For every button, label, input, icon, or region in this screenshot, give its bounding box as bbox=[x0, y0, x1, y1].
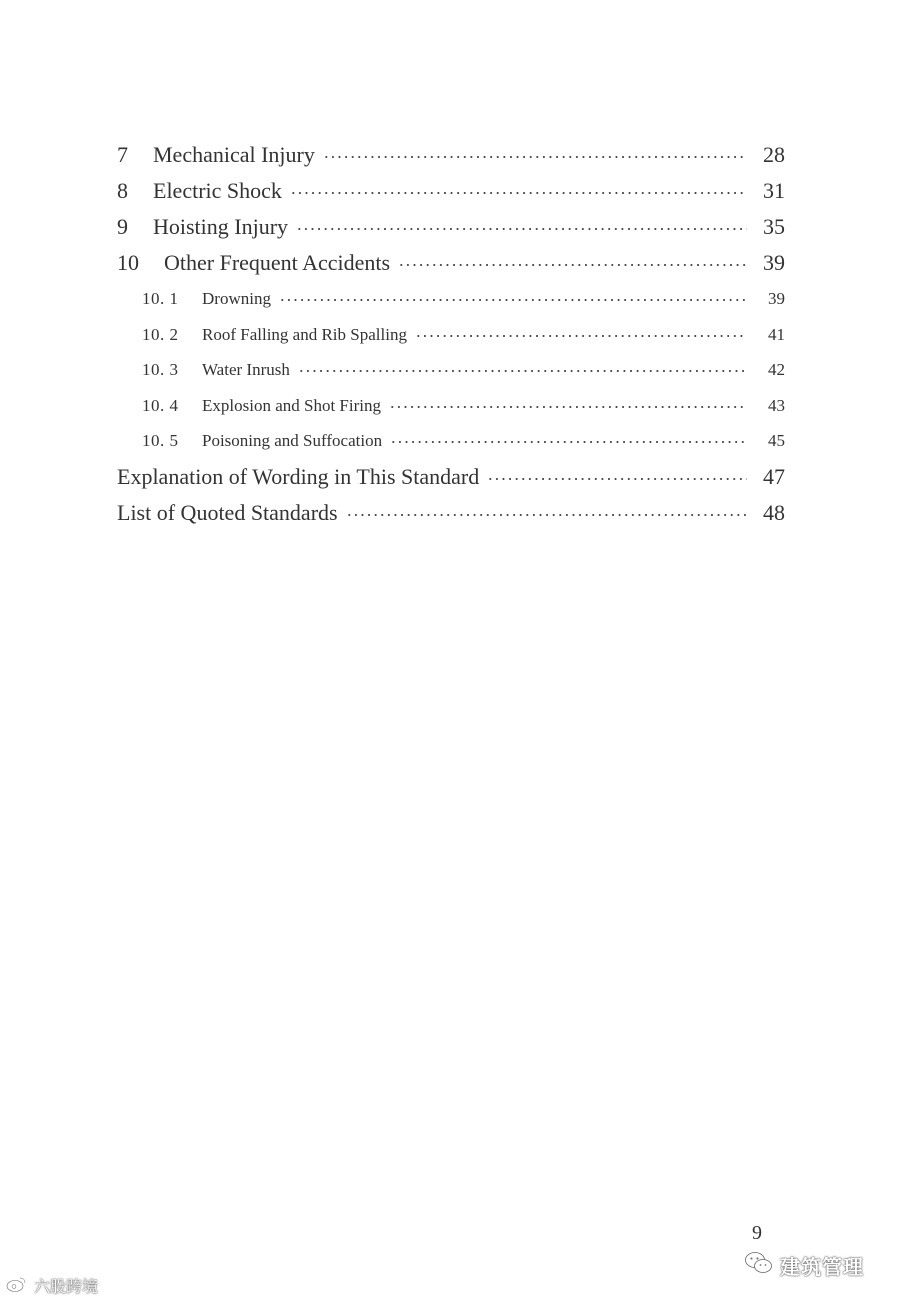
toc-entry-title: Electric Shock bbox=[153, 178, 282, 203]
toc-entry-page: 43 bbox=[768, 395, 785, 415]
toc-entry-page: 39 bbox=[763, 250, 785, 275]
toc-subentry bbox=[117, 281, 785, 317]
dot-leader bbox=[298, 358, 747, 375]
toc-entry-number: 7 bbox=[117, 142, 128, 167]
watermark-left-text: 六股跨境 bbox=[34, 1277, 99, 1296]
toc-entry-page: 39 bbox=[768, 289, 785, 308]
toc-entry-title: Hoisting Injury bbox=[153, 214, 289, 239]
dot-leader bbox=[389, 394, 747, 411]
dot-leader bbox=[290, 176, 747, 198]
toc-entry bbox=[117, 173, 785, 209]
toc-entry-title: Explosion and Shot Firing bbox=[202, 395, 381, 415]
dot-leader bbox=[390, 429, 747, 446]
toc-entry-page: 41 bbox=[768, 324, 785, 344]
dot-leader bbox=[346, 498, 747, 520]
toc-entry-title: Other Frequent Accidents bbox=[164, 250, 391, 275]
toc-subentry bbox=[117, 352, 785, 388]
toc-entry-page: 35 bbox=[763, 214, 785, 239]
toc-subentry bbox=[117, 388, 785, 424]
dot-leader bbox=[487, 462, 747, 484]
dot-leader bbox=[323, 140, 747, 162]
toc-entry-number: 10. 5 bbox=[142, 431, 179, 451]
toc-entry-number: 10 bbox=[117, 250, 139, 275]
toc-entry-number: 10. 1 bbox=[142, 289, 179, 308]
toc-entry-title: Drowning bbox=[202, 289, 271, 308]
toc-entry-title: Mechanical Injury bbox=[153, 142, 315, 167]
toc-entry-page: 31 bbox=[763, 178, 785, 203]
table-of-contents bbox=[117, 137, 785, 531]
weibo-icon bbox=[6, 1275, 28, 1297]
wechat-icon bbox=[744, 1250, 774, 1281]
toc-subentry bbox=[117, 423, 785, 459]
toc-entry bbox=[117, 137, 785, 173]
watermark-left bbox=[6, 1274, 98, 1297]
toc-entry-page: 45 bbox=[768, 431, 785, 451]
toc-entry-number: 10. 2 bbox=[142, 324, 179, 344]
toc-entry bbox=[117, 459, 785, 495]
toc-entry-page: 42 bbox=[768, 360, 785, 380]
dot-leader bbox=[296, 212, 747, 234]
toc-entry-page: 28 bbox=[763, 142, 785, 167]
toc-entry-page: 48 bbox=[763, 499, 785, 525]
watermark-right-text: 建筑管理 bbox=[780, 1255, 864, 1279]
toc-entry-number: 8 bbox=[117, 178, 128, 203]
toc-entry bbox=[117, 209, 785, 245]
dot-leader bbox=[398, 248, 747, 270]
toc-entry-title: Water Inrush bbox=[202, 360, 290, 380]
toc-subentry bbox=[117, 317, 785, 353]
toc-entry-number: 9 bbox=[117, 214, 128, 239]
toc-entry-title: List of Quoted Standards bbox=[117, 499, 338, 525]
watermark-right bbox=[744, 1250, 864, 1281]
toc-entry bbox=[117, 495, 785, 531]
page-number: 9 bbox=[752, 1222, 762, 1244]
toc-entry-number: 10. 4 bbox=[142, 395, 179, 415]
toc-entry-page: 47 bbox=[763, 463, 785, 489]
dot-leader bbox=[415, 323, 747, 340]
toc-entry bbox=[117, 245, 785, 281]
dot-leader bbox=[279, 287, 747, 304]
toc-entry-number: 10. 3 bbox=[142, 360, 179, 380]
toc-entry-title: Explanation of Wording in This Standard bbox=[117, 463, 480, 489]
toc-entry-title: Roof Falling and Rib Spalling bbox=[202, 324, 407, 344]
toc-entry-title: Poisoning and Suffocation bbox=[202, 431, 383, 451]
